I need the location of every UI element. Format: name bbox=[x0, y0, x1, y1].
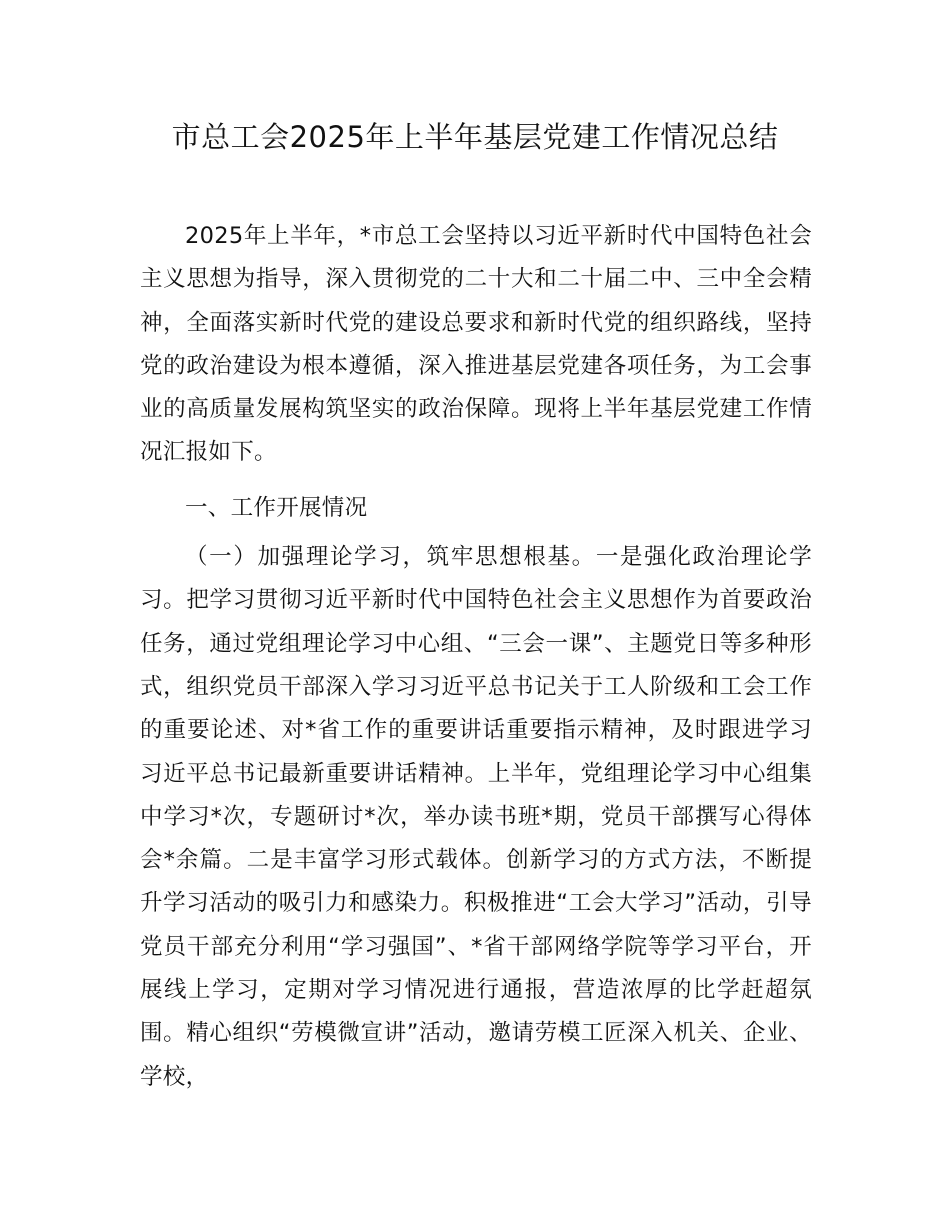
document-body bbox=[140, 215, 812, 1099]
section-paragraph: （一）加强理论学习，筑牢思想根基。一是强化政治理论学习。把学习贯彻习近平新时代中国特色社会主义思想作为首要政治任务，通过党组理论学习中心组、“三会一课”、主题党日等多种形式，组织党员干部深入学习习近平总书记关于工人阶级和工会工作的重要论述、对*省工作的重要讲话重要指示精神，及时跟进学习习近平总书记最新重要讲话精神。上半年，党组理论学习中心组集中学习*次，专题研讨*次，举办读书班*期，党员干部撰写心得体会*余篇。二是丰富学习形式载体。创新学习的方式方法，不断提升学习活动的吸引力和感染力。积极推进“工会大学习”活动，引导党员干部充分利用“学习强国”、*省干部网络学院等学习平台，开展线上学习，定期对学习情况进行通报，营造浓厚的比学赶超氛围。精心组织“劳模微宣讲”活动，邀请劳模工匠深入机关、企业、学校， bbox=[140, 544, 812, 1090]
intro-paragraph: 2025年上半年，*市总工会坚持以习近平新时代中国特色社会主义思想为指导，深入贯彻党的二十大和二十届二中、三中全会精神，全面落实新时代党的建设总要求和新时代党的组织路线，坚持党的政治建设为根本遵循，深入推进基层党建各项任务，为工会事业的高质量发展构筑坚实的政治保障。现将上半年基层党建工作情况汇报如下。 bbox=[140, 223, 812, 466]
document-title: 市总工会2025年上半年基层党建工作情况总结 bbox=[171, 120, 779, 154]
section-heading: 一、工作开展情况 bbox=[185, 494, 368, 521]
